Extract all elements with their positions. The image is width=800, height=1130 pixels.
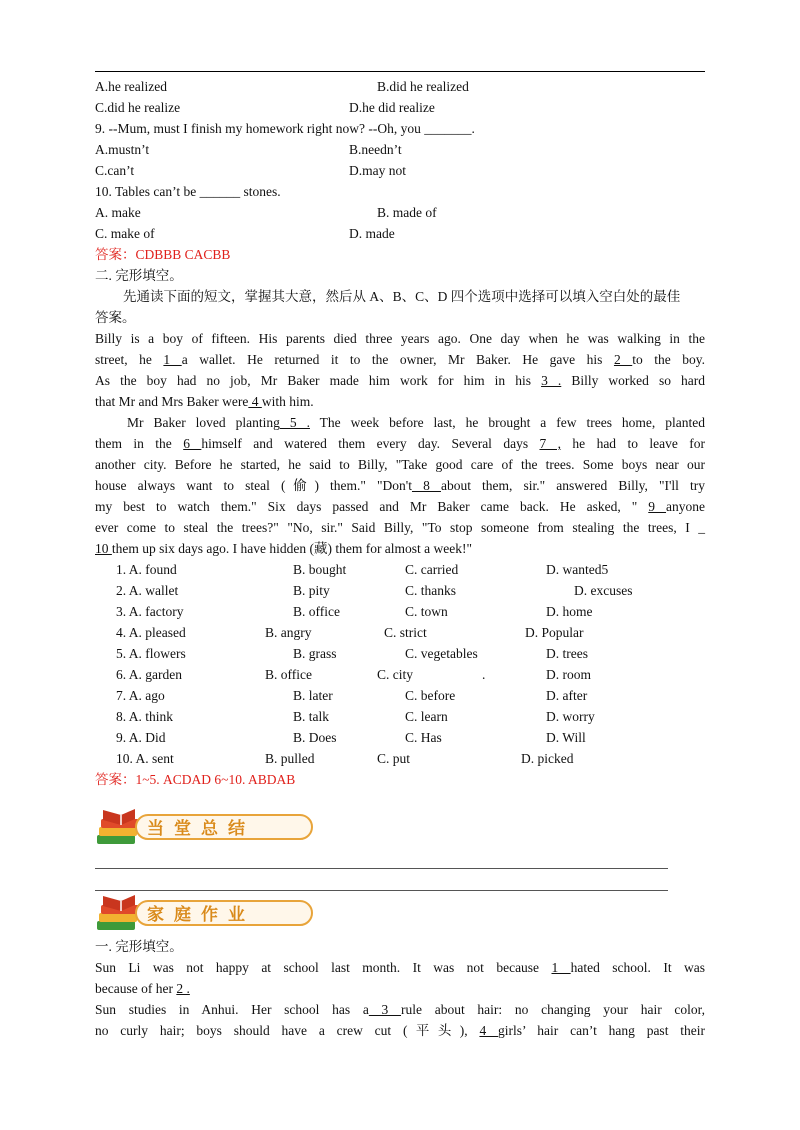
q10-opt-c: C. make of [95,226,155,241]
passage-line: another city. Before he started, he said to Billy, "Take good care of the trees. Some boys near our [95,457,705,472]
answer-key-2: 答案：1~5. ACDAD 6~10. ABDAB [95,772,296,787]
option-row-6-dot: . [482,667,486,682]
blank-8: 8 [411,478,441,493]
homework-line: no curly hair; boys should have a crew cut (平头), 4 girls’ hair can’t hang past their [95,1023,705,1038]
option-row-9-b: B. Does [293,730,337,745]
option-row-4-c: C. strict [384,625,427,640]
hw-blank-3: 3 [368,1002,402,1017]
q9-opt-c: C.can’t [95,163,135,178]
option-row-5-b: B. grass [293,646,337,661]
summary-line [95,868,668,869]
option-row-6-b: B. office [265,667,312,682]
option-row-7-a: 7. A. ago [116,688,165,703]
option-row-7-c: C. before [405,688,456,703]
blank-9: 9 [648,499,667,514]
homework-line: Sun studies in Anhui. Her school has a 3 rule about hair: no changing your hair color, [95,1002,705,1017]
passage-line: ever come to steal the trees?" "No, sir." Said Billy, "To stop someone from stealing the trees, I _ [95,520,705,535]
option-row-9-a: 9. A. Did [116,730,166,745]
homework-banner-title: 家庭作业 [135,900,313,926]
blank-3: 3 . [541,373,562,388]
q9-opt-b: B.needn’t [349,142,402,157]
summary-banner-title: 当堂总结 [135,814,313,840]
option-row-2-a: 2. A. wallet [116,583,179,598]
option-row-8-c: C. learn [405,709,448,724]
option-row-2-c: C. thanks [405,583,457,598]
homework-line: because of her 2 . [95,981,190,996]
option-row-4-b: B. angry [265,625,312,640]
option-row-2-d: D. excuses [574,583,633,598]
top-rule [95,71,705,72]
option-row-6-d: D. room [546,667,591,682]
blank-10: 10 [95,541,112,556]
hw-blank-2: 2 . [176,981,190,996]
option-row-3-c: C. town [405,604,448,619]
option-row-6-a: 6. A. garden [116,667,182,682]
blank-7: 7 , [539,436,562,451]
option-row-7-d: D. after [546,688,588,703]
option-row-10-d: D. picked [521,751,574,766]
section2-title: 二. 完形填空。 [95,268,183,283]
option-row-5-a: 5. A. flowers [116,646,186,661]
option-row-2-b: B. pity [293,583,330,598]
option-row-3-d: D. home [546,604,593,619]
option-row-7-b: B. later [293,688,333,703]
option-row-8-d: D. worry [546,709,595,724]
homework-line: Sun Li was not happy at school last month. It was not because 1 hated school. It was [95,960,705,975]
q8-opt-a: A.he realized [95,79,167,94]
q8-opt-b: B.did he realized [377,79,469,94]
option-row-8-a: 8. A. think [116,709,174,724]
hw-blank-4: 4 [479,1023,498,1038]
passage-line: street, he 1 a wallet. He returned it to the owner, Mr Baker. He gave his 2 to the boy. [95,352,706,367]
option-row-6-c: C. city [377,667,413,682]
option-row-10-b: B. pulled [265,751,315,766]
q9-opt-a: A.mustn’t [95,142,150,157]
option-row-4-a: 4. A. pleased [116,625,186,640]
q9-opt-d: D.may not [349,163,406,178]
answer-key-1: 答案：CDBBB CACBB [95,247,231,262]
option-row-1-a: 1. A. found [116,562,177,577]
passage-line: Billy is a boy of fifteen. His parents died three years ago. One day when he was walking in the [95,331,705,346]
passage-line: my best to watch them." Six days passed and Mr Baker came back. He asked, " 9 anyone [95,499,705,514]
passage-line: Mr Baker loved planting 5 . The week before last, he brought a few trees home, planted [127,415,705,430]
passage-line: that Mr and Mrs Baker were 4 with him. [95,394,314,409]
q9-stem: 9. --Mum, must I finish my homework right now? --Oh, you _______. [95,121,475,136]
option-row-3-b: B. office [293,604,340,619]
option-row-1-d: D. wanted5 [546,562,609,577]
homework-title: 一. 完形填空。 [95,939,183,954]
option-row-10-a: 10. A. sent [116,751,174,766]
option-row-5-c: C. vegetables [405,646,478,661]
blank-2: 2 [613,352,633,367]
blank-5: 5 . [279,415,310,430]
passage-line: As the boy had no job, Mr Baker made him work for him in his 3 . Billy worked so hard [95,373,706,388]
instruction-line-1: 先通读下面的短文，掌握其大意，然后从 A、B、C、D 四个选项中选择可以填入空白处的最佳 [123,289,681,304]
summary-line [95,890,668,891]
option-row-4-d: D. Popular [525,625,584,640]
q10-opt-d: D. made [349,226,395,241]
instruction-line-2: 答案。 [95,310,136,325]
option-row-10-c: C. put [377,751,411,766]
passage-line: them in the 6 himself and watered them every day. Several days 7 , he had to leave for [95,436,705,451]
blank-6: 6 [183,436,202,451]
q8-opt-d: D.he did realize [349,100,435,115]
q10-opt-a: A. make [95,205,141,220]
option-row-8-b: B. talk [293,709,329,724]
blank-4: 4 [248,394,262,409]
q10-opt-b: B. made of [377,205,437,220]
option-row-1-b: B. bought [293,562,347,577]
option-row-1-c: C. carried [405,562,459,577]
passage-line: 10 them up six days ago. I have hidden (藏) them for almost a week!" [95,541,473,556]
hw-blank-1: 1 [551,960,571,975]
option-row-5-d: D. trees [546,646,588,661]
blank-1: 1 [163,352,182,367]
option-row-3-a: 3. A. factory [116,604,184,619]
passage-line: house always want to steal (偷) them." "Don't 8 about them, sir." answered Billy, "I'll try [95,478,706,493]
q10-stem: 10. Tables can’t be ______ stones. [95,184,281,199]
option-row-9-d: D. Will [546,730,586,745]
option-row-9-c: C. Has [405,730,442,745]
q8-opt-c: C.did he realize [95,100,181,115]
